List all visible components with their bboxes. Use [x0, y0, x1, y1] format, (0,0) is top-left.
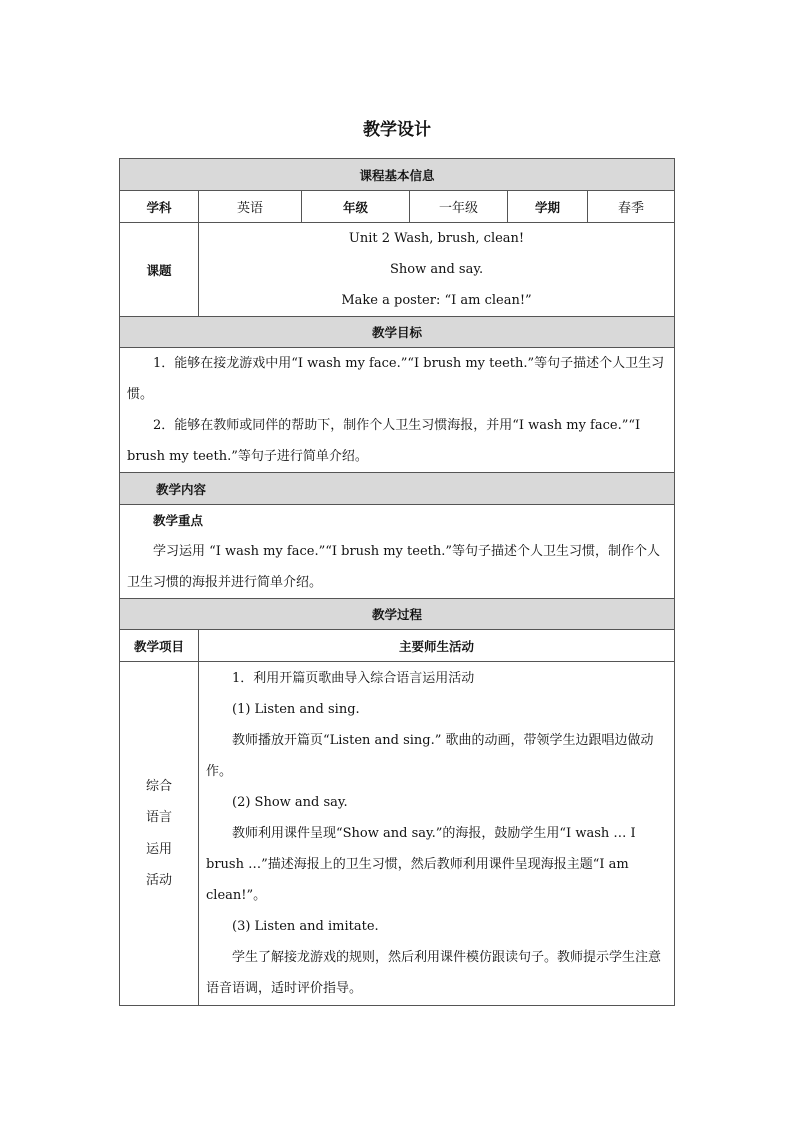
- activity-1-step-1: (1) Listen and sing.: [232, 702, 360, 717]
- content-cell: [120, 505, 675, 599]
- process-item-cell: [120, 662, 199, 1006]
- section-header-basic-info: 课程基本信息: [120, 159, 675, 191]
- activity-1: 1．利用开篇页歌曲导入综合语言运用活动: [232, 671, 475, 686]
- process-col-item: 教学项目: [120, 630, 199, 662]
- activity-1-step-2-text: 教师利用课件呈现“Show and say.”的海报，鼓励学生用“I wash … I brush …”描述海报上的卫生习惯，然后教师利用课件呈现海报主题“I am clean!”。: [206, 826, 636, 903]
- process-item-line-1: 综合: [145, 778, 172, 794]
- page-title: 教学设计: [363, 120, 431, 140]
- activity-1-step-3: (3) Listen and imitate.: [232, 919, 379, 934]
- goals-cell: [120, 348, 675, 473]
- process-activities-cell: [199, 662, 675, 1006]
- term-value: 春季: [588, 191, 675, 223]
- grade-label: 年级: [302, 191, 410, 223]
- activity-1-step-1-text: 教师播放开篇页“Listen and sing.” 歌曲的动画，带领学生边跟唱边做动作。: [206, 733, 654, 779]
- key-point-label: 教学重点: [153, 513, 204, 528]
- subject-value: 英语: [199, 191, 302, 223]
- activity-1-step-2: (2) Show and say.: [232, 795, 348, 810]
- topic-line-2: Show and say.: [389, 262, 484, 277]
- subject-label: 学科: [120, 191, 199, 223]
- topic-line-1: Unit 2 Wash, brush, clean!: [348, 231, 525, 246]
- grade-value: 一年级: [410, 191, 508, 223]
- topic-cell: [199, 223, 675, 317]
- goal-2: 2．能够在教师或同伴的帮助下，制作个人卫生习惯海报，并用“I wash my face.”“I brush my teeth.”等句子进行简单介绍。: [127, 418, 641, 464]
- activity-1-step-3-text: 学生了解接龙游戏的规则，然后利用课件模仿跟读句子。教师提示学生注意语音语调，适时评价指导。: [206, 950, 662, 996]
- topic-label: 课题: [120, 223, 199, 317]
- process-item-line-4: 活动: [145, 873, 172, 888]
- topic-line-3: Make a poster: “I am clean!”: [341, 293, 532, 308]
- section-header-process: 教学过程: [120, 599, 675, 630]
- lesson-plan-table: [119, 158, 675, 1006]
- process-item-line-3: 运用: [145, 841, 172, 857]
- section-header-goals: 教学目标: [120, 317, 675, 348]
- process-col-activities: 主要师生活动: [199, 630, 675, 662]
- key-point-text: 学习运用 “I wash my face.”“I brush my teeth.”等句子描述个人卫生习惯，制作个人卫生习惯的海报并进行简单介绍。: [127, 544, 661, 590]
- term-label: 学期: [508, 191, 588, 223]
- goal-1: 1．能够在接龙游戏中用“I wash my face.”“I brush my teeth.”等句子描述个人卫生习惯。: [127, 356, 665, 402]
- section-header-content: 教学内容: [120, 473, 675, 505]
- process-item-line-2: 语言: [145, 810, 172, 825]
